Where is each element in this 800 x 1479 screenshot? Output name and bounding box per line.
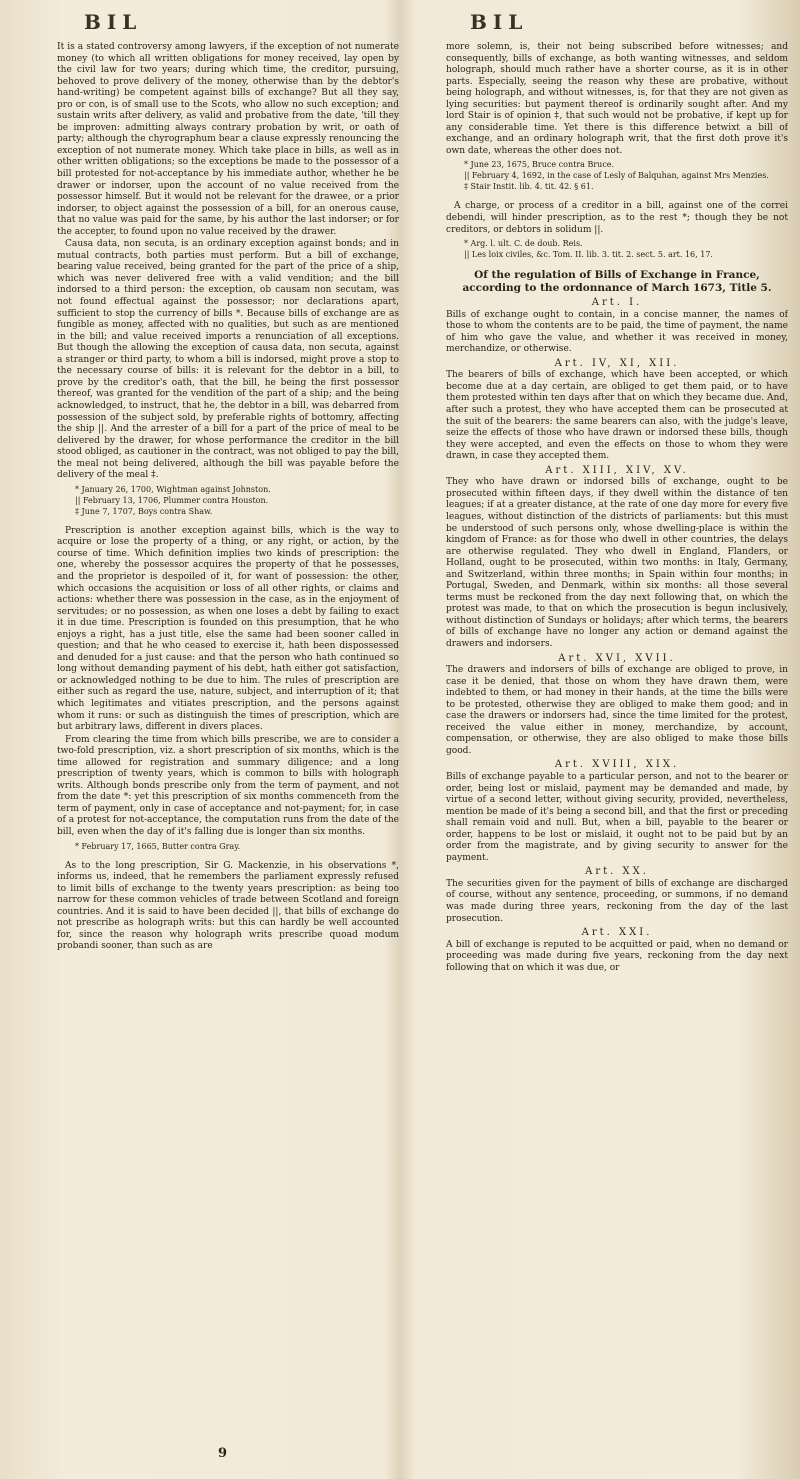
running-head-left: BIL (84, 10, 143, 34)
paragraph: It is a stated controversy among lawyers, if the exception of not numerate money (to which all written obligations for money received, lay open by the civil law for two years; during which time, the creditor, pursuing, behoved to prove delivery of the money, otherwise than by the debtor's hand-writing) be competent against bills of exchange? But all they say, pro or con, is of small use to the Scots, who allow no such exception; and sustain writs after delivery, as valid and probative from the date, 'till they be improven: admitting always contrary probation by writ, or oath of party; although the chyrographum bear a clause expressly renouncing the exception of not numerate money. Which take place in bills, as well as in other written obligations; so the exceptions be made to the possessor of a bill protested for not-acceptance by his immediate author, whether he be drawer or indorser, upon the account of no value received from the possessor himself. But it would not be relevant for the drawee, or a prior indorser, to object against the possession of a bill, for an onerous cause, that no value was paid for the same, by his author the last indorser; or for the accepter, to found upon no value received by the drawer. (57, 42, 399, 237)
left-column (57, 42, 399, 1442)
article-heading: Art. XX. (585, 866, 649, 878)
paragraph: A bill of exchange is reputed to be acquitted or paid, when no demand or proceeding was made during five years, reckoning from the day next following that on which it was due, or (446, 939, 788, 973)
running-head-right: BIL (470, 10, 529, 34)
footnote: * January 26, 1700, Wightman against Johnston. (75, 484, 271, 494)
footnote: * February 17, 1665, Butter contra Gray. (75, 841, 241, 851)
article-heading: Art. I. (591, 297, 643, 309)
footnotes (446, 160, 788, 192)
page-number: 9 (218, 1446, 228, 1461)
paragraph: Bills of exchange ought to contain, in a concise manner, the names of those to whom the contents are to be paid, the time of payment, the name of him who gave the value, and whether it was received in money, merchandize, or otherwise. (446, 309, 788, 355)
section-title: Of the regulation of Bills of Exchange in France, according to the ordonnance of March 1673, Title 5. (462, 269, 772, 295)
footnotes (446, 239, 788, 260)
footnotes (57, 842, 399, 852)
article-heading: Art. XIII, XIV, XV. (545, 464, 689, 476)
footnote: ‡ Stair Instit. lib. 4. tit. 42. § 61. (464, 182, 594, 192)
footnotes (57, 485, 399, 517)
paragraph: The drawers and indorsers of bills of exchange are obliged to prove, in case it be denied, that those on whom they have drawn them, were indebted to them, or had money in their hands, at the time the bills were to be protested, otherwise they are obliged to make them good; and in case the drawers or indorsers had, since the time limited for the protest, received the value either in money, merchandize, by account, compensation, or otherwise, they are also obliged to make those bills good. (446, 665, 788, 756)
paragraph: more solemn, is, their not being subscribed before witnesses; and consequently, bills of exchange, as both wanting witnesses, and seldom holograph, should much rather have a shorter course, as it is in other parts. Especially, seeing the reason why these are probative, without being holograph, and without witnesses, is, for that they are not given as lying securities: but payment thereof is ordinarily sought after. And my lord Stair is of opinion ‡, that such would not be probative, if kept up for any considerable time. Yet there is this difference betwixt a bill of exchange, and an ordinary holograph writ, that the first doth prove it's own date, whereas the other does not. (446, 42, 788, 156)
article-heading: Art. XVI, XVII. (558, 652, 676, 664)
footnote: ‡ June 7, 1707, Boys contra Shaw. (75, 506, 213, 516)
paragraph: The securities given for the payment of bills of exchange are discharged of course, without any sentence, proceeding, or summons, if no demand was made during three years, reckoning from the day of the last prosecution. (446, 878, 788, 924)
article-heading: Art. XXI. (581, 927, 653, 939)
paragraph: Bills of exchange payable to a particular person, and not to the bearer or order, being lost or mislaid, payment may be demanded and made, by virtue of a second letter, without giving security, provided, nevertheless, mention be made of it's being a second bill, and that the first or preceding shall remain void and null. But, when a bill, payable to the bearer or order, happens to be lost or mislaid, it ought not to be paid but by an order from the magistrate, and by giving security to answer for the payment. (446, 771, 788, 863)
paragraph: Prescription is another exception against bills, which is the way to acquire or lose the property of a thing, or any right, or action, by the course of time. Which definition implies two kinds of prescription: the one, whereby the possessor acquires the property of that he possesses, and the proprietor is despoiled of it, for want of possession: the other, which occasions the acquisition or loss of all other rights, or claims and actions: whether there was possession in the case, as in the enjoyment of servitudes; or no possession, as when one loses a debt by failing to exact it in due time. Prescription is founded on this presumption, that he who enjoys a right, has a just title, else the same had been sooner called in question; and that he who ceased to exercise it, hath been dispossessed and denuded for a just cause: and that the person who hath continued so long without demanding payment of his debt, hath either got satisfaction, or acknowledged nothing to be due to him. The rules of prescription are either such as regard the use, nature, subject, and interruption of it; that which legitimates and vitiates prescription, and the persons against whom it runs: or such as distinguish the times of prescription, which are but arbitrary laws, different in divers places. (57, 525, 399, 733)
footnote: * Arg. l. ult. C. de doub. Reis. (464, 239, 583, 249)
paragraph: Causa data, non secuta, is an ordinary exception against bonds; and in mutual contracts, both parties must perform. But a bill of exchange, bearing value received, being granted for the part of the price of a ship, which was never delivered free with a valid vendition; and the bill indorsed to a third person: the exception, ob causam non secutam, was not found effectual against the possessor; nor declarations apart, sufficient to stop the currency of bills *. Because bills of exchange are as fungible as money, affected with no qualities, but such as are mentioned in the bill; and value received imports a renunciation of all exceptions. But though the allowing the exception of causa data, non secuta, against a stranger or third party, to whom a bill is indorsed, might prove a stop to the necessary course of bills: it is relevant for the debtor in a bill, to prove by the creditor's oath, that the bill, he being the first possessor thereof, was granted for the vendition of the part of a ship; and the being acknowledged, to instruct, that he, the debtor in a bill, was debarred from possession of the subject sold, by preferable rights of bottomry, affecting the ship ||. And the arrester of a bill for a part of the price of meal to be delivered by the drawer, for whose performance the creditor in the bill stood obliged, as cautioner in the contract, was not obliged to pay the bill, the meal not being delivered, although the bill was payable before the delivery of the meal ‡. (57, 239, 399, 481)
footnote: || February 4, 1692, in the case of Lesly of Balquhan, against Mrs Menzies. (464, 171, 769, 181)
footnote: || February 13, 1706, Plummer contra Houston. (75, 495, 269, 505)
article-heading: Art. XVIII, XIX. (554, 759, 680, 771)
footnote: * June 23, 1675, Bruce contra Bruce. (464, 160, 615, 170)
paragraph: A charge, or process of a creditor in a bill, against one of the correi debendi, will hinder prescription, as to the rest *; though they be not creditors, or debtors in solidum ||. (446, 201, 788, 235)
paragraph: As to the long prescription, Sir G. Mackenzie, in his observations *, informs us, indeed, that he remembers the parliament expressly refused to limit bills of exchange to the twenty years prescription: as being too narrow for these common vehicles of trade between Scotland and foreign countries. And it is said to have been decided ||, that bills of exchange do not prescribe as holograph writs: but this can hardly be well accounted for, since the reason why holograph writs prescribe quoad modum probandi sooner, than such as are (57, 860, 399, 952)
right-column (446, 42, 788, 1442)
paragraph: They who have drawn or indorsed bills of exchange, ought to be prosecuted within fifteen days, if they dwell within the distance of ten leagues; if at a greater distance, at the rate of one day more for every five leagues, without distinction of the districts of parliaments: but this must be understood of such persons only, whose dwelling-place is within the kingdom of France: as for those who dwell in other countries, the delays are otherwise regulated. They who dwell in England, Flanders, or Holland, ought to be prosecuted, within two months: in Italy, Germany, and Switzerland, within three months; in Spain within four months; in Portugal, Sweden, and Denmark, within six months: all those several terms must be reckoned from the day next following that, on which the protest was made, to that on which the prosecution is begun inclusively, without distinction of Sundays or holidays; after which terms, the bearers of bills of exchange have no longer any action or demand against the drawers and indorsers. (446, 477, 788, 649)
article-heading: Art. IV, XI, XII. (554, 357, 680, 369)
footnote: || Les loix civiles, &c. Tom. II. lib. 3. tit. 2. sect. 5. art. 16, 17. (464, 250, 713, 260)
paragraph: From clearing the time from which bills prescribe, we are to consider a two-fold prescription, viz. a short prescription of six months, which is the time allowed for registration and summary diligence; and a long prescription of twenty years, which is common to bills with holograph writs. Although bonds prescribe only from the term of payment, and not from the date *: yet this prescription of six months commenceth from the term of payment, only in case of acceptance and not-payment; for, in case of a protest for not-acceptance, the computation runs from the date of the bill, even when the day of it's falling due is longer than six months. (57, 734, 399, 837)
paragraph: The bearers of bills of exchange, which have been accepted, or which become due at a day certain, are obliged to get them paid, or to have them protested within ten days after that on which they became due. And, after such a protest, they who have accepted them can be prosecuted at the suit of the bearers: the same bearers can also, with the judge's leave, seize the effects of those who have drawn or indorsed these bills, though they were accepted, and even the effects on those to whom they were drawn, in case they accepted them. (446, 370, 788, 462)
